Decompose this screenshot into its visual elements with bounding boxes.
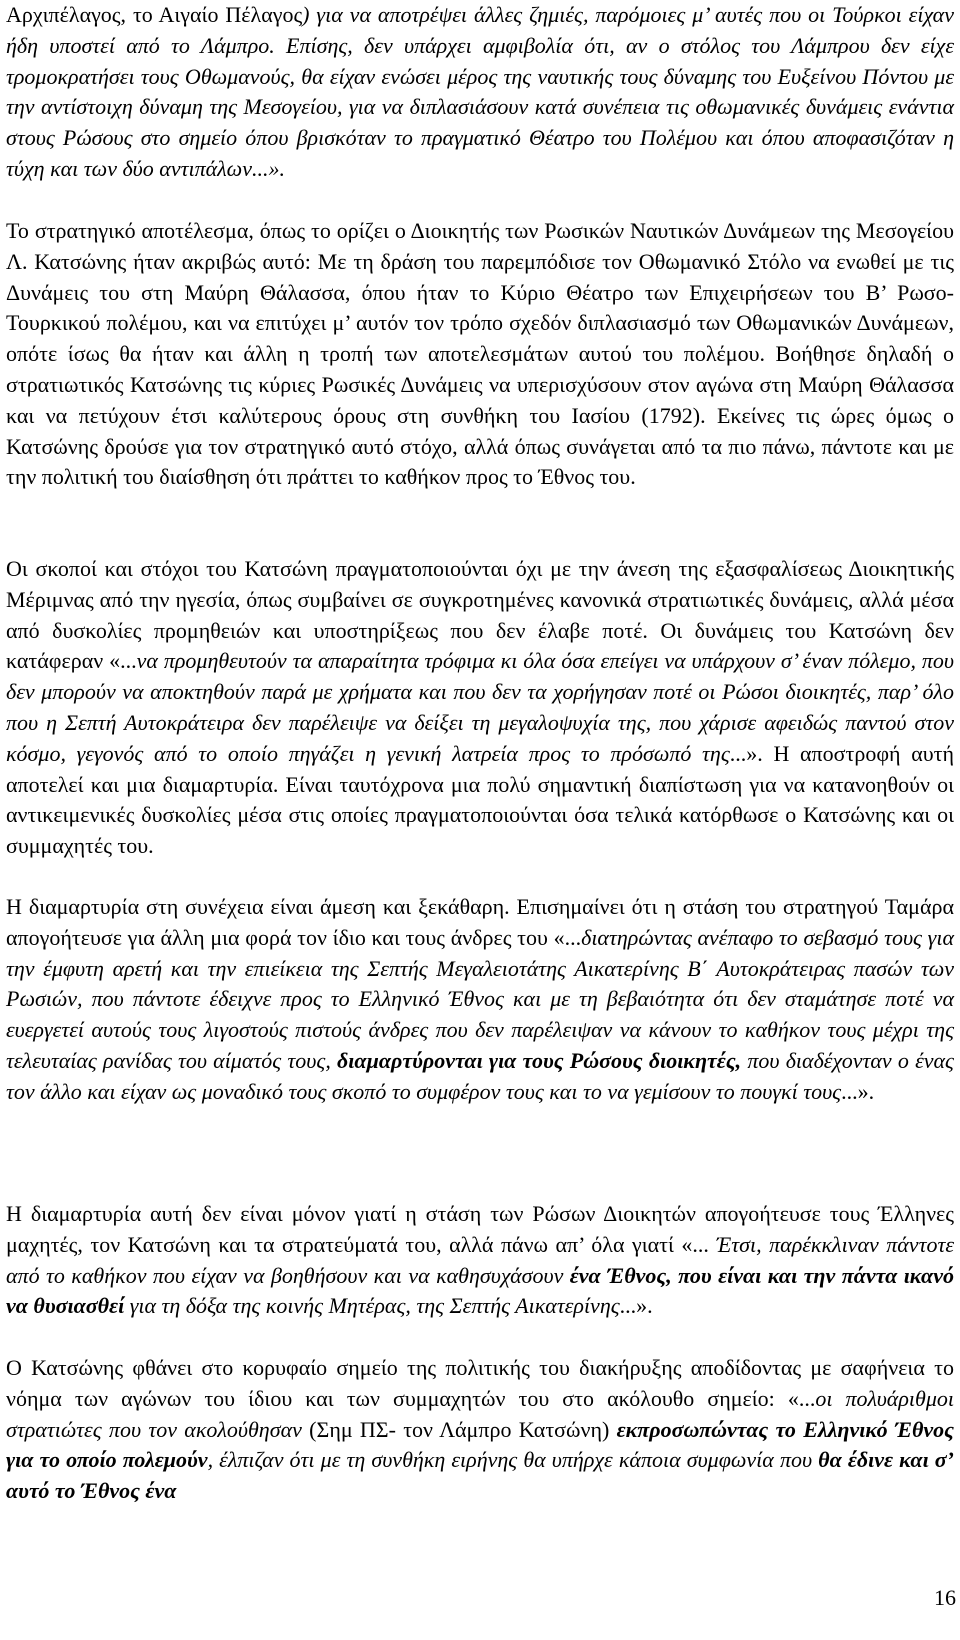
text-run: ένα Έθνος, που είναι και την πάντα ικανό να θυσιασθεί (6, 1262, 954, 1319)
text-run: Αρχιπέλαγος, το Αιγαίο Πέλαγος (6, 2, 303, 27)
text-run: να προμηθευτούν τα απαραίτητα τρόφιμα κι όλα όσα επείγει να υπάρχουν σ’ έναν πόλεμο, που δεν μπορούν να αποκτηθούν παρά με χρήματα και που δεν τα χορήγησαν ποτέ οι Ρώσοι διοικητές, παρ’ όλο που η Σεπτή Αυτοκράτειρα δεν παρέλειψε να δείξει τη μεγαλοψυχία της, που χάρισε αφειδώς παντού στον κόσμο, γεγονός από το οποίο πηγάζει η γενική λατρεία προς το πρόσωπό της (6, 648, 954, 766)
paragraph-1 (6, 0, 954, 185)
text-run: εκπροσωπώντας το Ελληνικό Έθνος για το οποίο πολεμούν (6, 1416, 954, 1473)
text-run: Η διαμαρτυρία αυτή δεν είναι μόνον γιατί η στάση των Ρώσων Διοικητών απογοήτευσε τους Έλληνες μαχητές, τον Κατσώνη και τα στρατεύματά του, αλλά πάνω απ’ όλα γιατί «... (6, 1201, 954, 1257)
text-run: (Σημ ΠΣ- τον Λάμπρο Κατσώνη) (301, 1416, 617, 1442)
text-run: ...». Η αποστροφή αυτή αποτελεί και μια διαμαρτυρία. Είναι ταυτόχρονα μια πολύ σημαντική διαπίστωση για να κατανοηθούν οι αντικειμενικές δυσκολίες μέσα στις οποίες πραγματοποιούνται όσα τελικά κατόρθωσε ο Κατσώνης και οι συμμαχητές του. (6, 740, 954, 859)
paragraph-3 (6, 554, 954, 862)
text-run: ...». (619, 1293, 653, 1319)
text-run: Έτσι, παρέκκλιναν πάντοτε από το καθήκον που είχαν να βοηθήσουν και να καθησυχάσουν (6, 1231, 954, 1288)
text-run: ) για να αποτρέψει άλλες ζημιές, παρόμοιες μ’ αυτές που οι Τούρκοι είχαν ήδη υποστεί από το Λάμπρο. (6, 2, 954, 58)
text-run: Η διαμαρτυρία στη συνέχεια είναι άμεση και ξεκάθαρη. Επισημαίνει ότι η στάση του στρατηγού Ταμάρα απογοήτευσε για άλλη μια φορά τον ίδιο και τους άνδρες του «... (6, 894, 954, 950)
text-run: Ο Κατσώνης φθάνει στο κορυφαίο σημείο της πολιτικής του διακήρυξης αποδίδοντας με σαφήνεια το νόημα των αγώνων του ίδιου και των συμμαχητών του στο ακόλουθο σημείο: «... (6, 1355, 954, 1411)
text-run: για τη δόξα της κοινής Μητέρας, της Σεπτής Αικατερίνης (124, 1293, 620, 1319)
text-run: Οι σκοποί και στόχοι του Κατσώνη πραγματοποιούνται όχι με την άνεση της εξασφαλίσεως Διοικητικής Μέριμνας από την ηγεσία, όπως συμβαίνει σε συγκροτημένες κανονικά στρατιωτικές δυνάμεις, αλλά μέσα από δυσκολίες προμηθειών και υποστηρίξεως που δεν έλαβε ποτέ. Οι δυνάμεις του Κατσώνη δεν κατάφεραν «... (6, 556, 954, 674)
text-run: θα έδινε και σ’ αυτό το Έθνος ένα (6, 1447, 954, 1504)
text-run: , έλπιζαν ότι με τη συνθήκη ειρήνης θα υπήρχε κάποια συμφωνία που (207, 1447, 819, 1473)
text-run: ...». (841, 1078, 875, 1104)
text-run: οι πολυάριθμοι στρατιώτες που τον ακολούθησαν (6, 1385, 954, 1442)
text-run: που διαδέχονταν ο ένας τον άλλο και είχαν ως μοναδικό τους σκοπό το συμφέρον τους και το να γεμίσουν το πουγκί τους (6, 1047, 954, 1104)
paragraph-2 (6, 216, 954, 493)
paragraph-5 (6, 1199, 954, 1322)
text-run: διατηρώντας ανέπαφο το σεβασμό τους για την έμφυτη αρετή και την επιείκεια της Σεπτής Μεγαλειοτάτης Αικατερίνης Β΄ Αυτοκράτειρας πασών των Ρωσιών, που πάντοτε έδειχνε προς το Ελληνικό Έθνος και με τη βεβαιότητα ότι δεν σταμάτησε ποτέ να ευεργετεί αυτούς τους λιγοστούς πιστούς άνδρες που δεν παρέλειψαν να κάνουν το καθήκον τους μέχρι της τελευταίας ρανίδας του αίματός τους, (6, 924, 954, 1073)
paragraph-4 (6, 892, 954, 1108)
text-run: Το στρατηγικό αποτέλεσμα, όπως το ορίζει ο Διοικητής των Ρωσικών Ναυτικών Δυνάμεων της Μεσογείου Λ. Κατσώνης ήταν ακριβώς αυτό: Με τη δράση του παρεμπόδισε τον Οθωμανικό Στόλο να ενωθεί με τις Δυνάμεις του στη Μαύρη Θάλασσα, όπου ήταν το Κύριο Θέατρο των Επιχειρήσεων του Β’ Ρωσο-Τουρκικού πολέμου, και να επιτύχει μ’ αυτόν τον τρόπο σχεδόν διπλασιασμό των Οθωμανικών Δυνάμεων, οπότε ίσως θα ήταν και άλλη η τροπή των αποτελεσμάτων αυτού του πολέμου. Βοήθησε δηλαδή ο στρατιωτικός Κατσώνης τις κύριες Ρωσικές Δυνάμεις να υπερισχύσουν στον αγώνα στη Μαύρη Θάλασσα και να πετύχουν έτσι καλύτερους όρους στη συνθήκη του Ιασίου (1792). Εκείνες τις ώρες όμως ο Κατσώνης δρούσε για τον στρατηγικό αυτό στόχο, αλλά όπως συνάγεται από τα πιο πάνω, πάντοτε και με την πολιτική του διαίσθηση ότι πράττει το καθήκον προς το Έθνος του. (6, 218, 954, 490)
paragraph-6 (6, 1353, 954, 1507)
text-run: Επίσης, δεν υπάρχει αμφιβολία ότι, αν ο στόλος του Λάμπρου δεν είχε τρομοκρατήσει τους Οθωμανούς, θα είχαν ενώσει μέρος της ναυτικής τους δύναμης του Ευξείνου Πόντου με την αντίστοιχη δύναμη της Μεσογείου, για να διπλασιάσουν κατά συνέπεια τις οθωμανικές δυνάμεις ενάντια στους Ρώσους στο σημείο όπου βρισκόταν το πραγματικό Θέατρο του Πολέμου και όπου αποφασιζόταν η τύχη και των δύο αντιπάλων...». (6, 32, 955, 181)
page-number: 16 (934, 1585, 956, 1610)
text-run: διαμαρτύρονται για τους Ρώσους διοικητές, (337, 1047, 742, 1073)
